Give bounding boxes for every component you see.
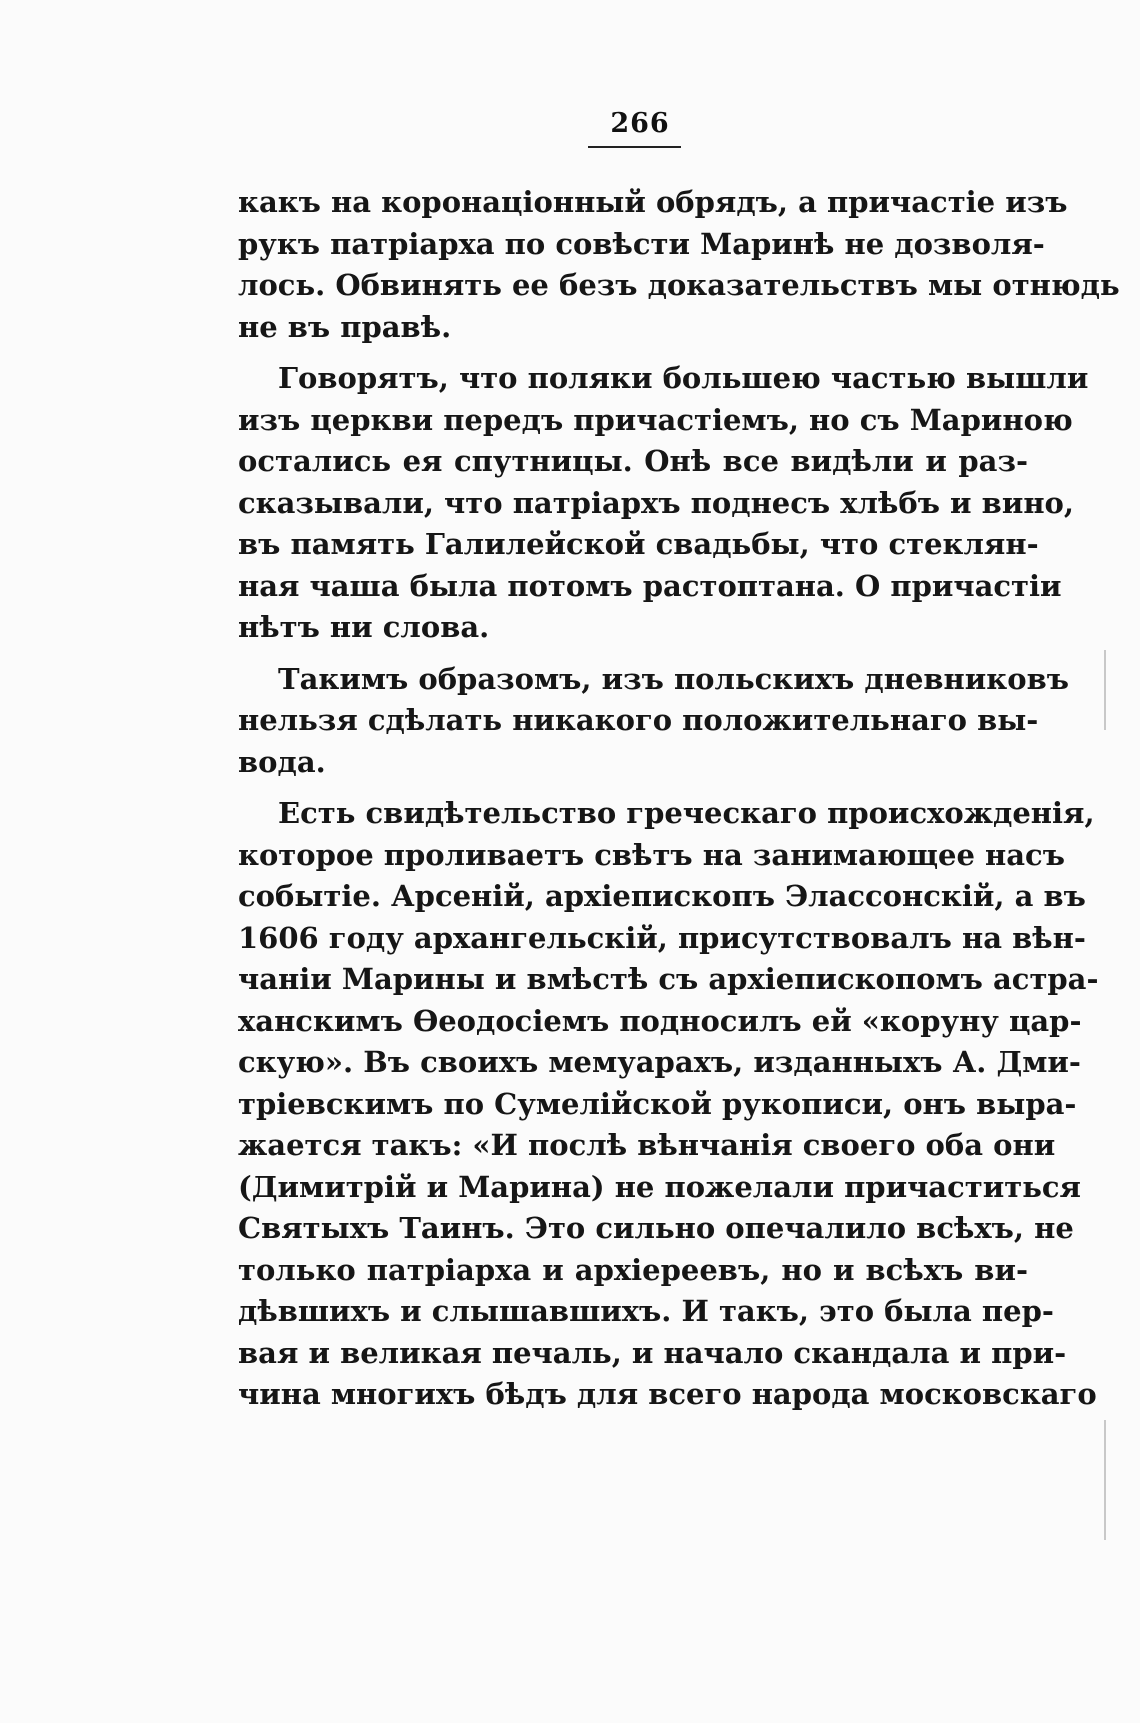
text-line: Говорятъ, что поляки большею частью вышли (278, 361, 1089, 395)
scan-edge-mark (1104, 650, 1106, 730)
text-line: чина многихъ бѣдъ для всего народа московскаго (238, 1377, 1097, 1411)
text-line: нѣтъ ни слова. (238, 610, 490, 644)
text-line: нельзя сдѣлать никакого положительнаго вы- (238, 703, 1039, 737)
text-line: событіе. Арсеній, архіепископъ Элассонскій, а въ (238, 879, 1086, 913)
text-line: только патріарха и архіереевъ, но и всѣхъ ви- (238, 1252, 1028, 1287)
paragraph-gap (238, 348, 1028, 358)
text-line: не въ правѣ. (238, 309, 452, 344)
text-line: тріевскимъ по Сумелійской рукописи, онъ выра- (238, 1086, 1077, 1121)
text-line: скую». Въ своихъ мемуарахъ, изданныхъ А. Дми- (238, 1045, 1081, 1079)
paragraph-gap (238, 783, 1028, 793)
text-line: рукъ патріарха по совѣсти Маринѣ не дозволя- (238, 226, 1045, 261)
text-line: вая и великая печаль, и начало скандала и при- (238, 1335, 1067, 1370)
text-line: (Димитрій и Марина) не пожелали причаститься (238, 1169, 1081, 1204)
paragraph (238, 659, 1069, 784)
paragraph (238, 793, 1099, 1416)
text-line: чаніи Марины и вмѣстѣ съ архіепископомъ астра- (238, 962, 1099, 996)
text-line: дѣвшихъ и слышавшихъ. И такъ, это была пер- (238, 1294, 1054, 1328)
text-line: какъ на коронаціонный обрядъ, а причастіе изъ (238, 185, 1068, 219)
text-line: ная чаша была потомъ растоптана. О причастіи (238, 568, 1062, 603)
text-line: сказывали, что патріархъ поднесъ хлѣбъ и вино, (238, 485, 1074, 520)
text-line: Такимъ образомъ, изъ польскихъ дневниковъ (278, 661, 1069, 696)
body-text (238, 182, 1120, 1416)
text-line: ханскимъ Ѳеодосіемъ подносилъ ей «коруну цар- (238, 1003, 1082, 1038)
text-line: лось. Обвинять ее безъ доказательствъ мы отнюдь (238, 268, 1120, 302)
text-line: вода. (238, 744, 326, 779)
text-line: 1606 году архангельскій, присутствовалъ на вѣн- (238, 920, 1086, 955)
text-line: остались ея спутницы. Онѣ все видѣли и раз- (238, 444, 1028, 478)
scan-edge-mark (1104, 1420, 1106, 1540)
text-line: Есть свидѣтельство греческаго происхожденія, (278, 796, 1095, 830)
text-line: изъ церкви передъ причастіемъ, но съ Мариною (238, 402, 1073, 437)
paragraph (238, 182, 1120, 348)
text-line: въ память Галилейской свадьбы, что стеклян- (238, 527, 1039, 561)
page-number-rule (588, 146, 681, 148)
page-number: 266 (610, 108, 670, 139)
paragraph (238, 358, 1089, 649)
text-line: жается такъ: «И послѣ вѣнчанія своего оба они (238, 1128, 1056, 1162)
paragraph-gap (238, 649, 1028, 659)
text-line: которое проливаетъ свѣтъ на занимающее насъ (238, 837, 1065, 872)
text-line: Святыхъ Таинъ. Это сильно опечалило всѣхъ, не (238, 1211, 1074, 1245)
